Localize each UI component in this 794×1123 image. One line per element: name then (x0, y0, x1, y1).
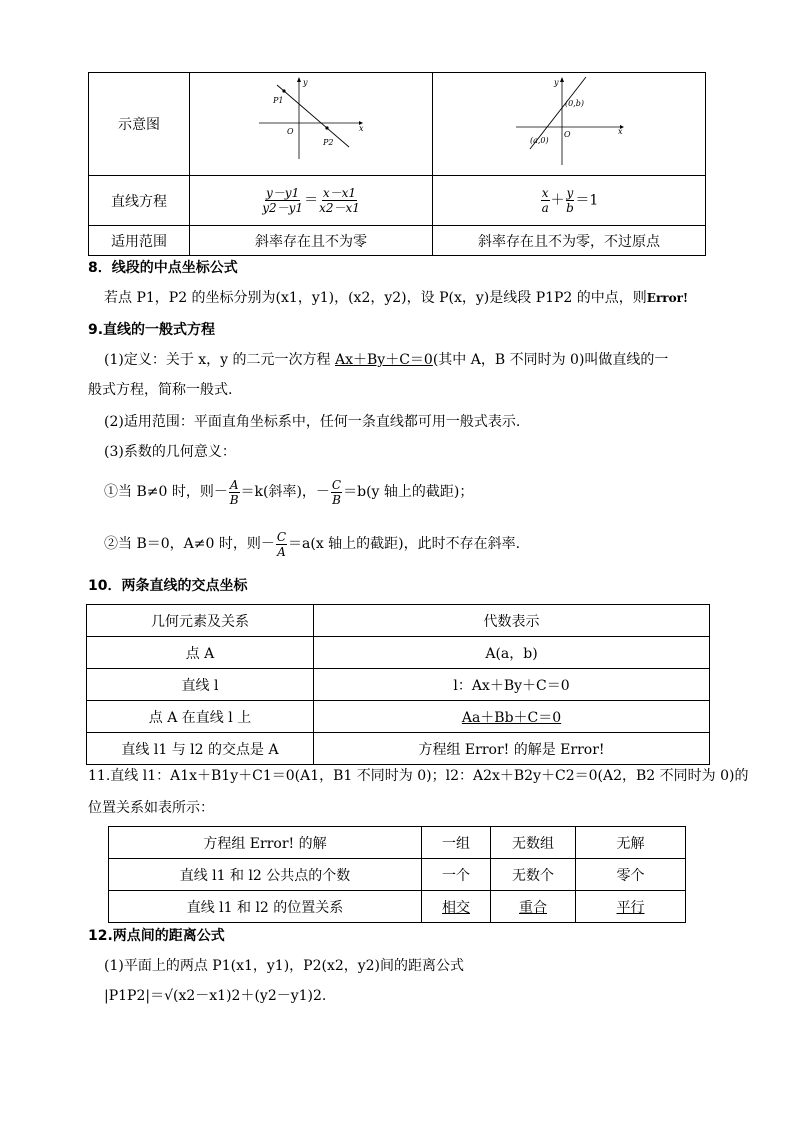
coef-meaning: (3)系数的几何意义： (104, 444, 236, 460)
table-line-forms (88, 72, 706, 256)
two-point-equation: $\frac{y-y1}{y2-y1}$ ＝ $\frac{x-x1}{x2-x1}$ (190, 176, 433, 226)
table-cell: 直线 l (87, 669, 314, 701)
distance-formula: |P1P2|＝√(x2－x1)2＋(y2－y1)2. (104, 988, 327, 1004)
two-point-line-graph (191, 73, 431, 171)
svg-text:y: y (303, 78, 308, 87)
heading-intersection: 10．两条直线的交点坐标 (88, 578, 248, 594)
intercept-line-graph (434, 73, 704, 171)
scope-intercept: 斜率存在且不为零，不过原点 (433, 226, 706, 256)
table-header-cell: 无数组 (491, 827, 576, 859)
table-cell: 一个 (422, 859, 491, 891)
graph-two-point (190, 73, 433, 176)
svg-text:x: x (359, 124, 364, 133)
row-label-scope: 适用范围 (89, 226, 190, 256)
table-cell: A(a，b) (314, 637, 710, 669)
table-cell: 直线 l1 和 l2 的位置关系 (109, 891, 422, 923)
table-cell: 直线 l1 与 l2 的交点是 A (87, 733, 314, 765)
table-header-cell: 几何元素及关系 (87, 605, 314, 637)
table-cell: 平行 (576, 891, 686, 923)
table-cell: 重合 (491, 891, 576, 923)
svg-text:O: O (287, 127, 294, 136)
table-cell: 无数个 (491, 859, 576, 891)
coef-case1: ①当 B≠0 时，则－ $\frac{A}{B}$ ＝k(斜率)，－ $\frac{C}{B}$ ＝b(y 轴上的截距)； (104, 477, 474, 507)
graph-intercept (433, 73, 706, 176)
table-cell: Aa＋Bb＋C＝0 (314, 701, 710, 733)
heading-midpoint: 8．线段的中点坐标公式 (88, 260, 238, 276)
general-def-line2: 般式方程，简称一般式. (88, 382, 233, 398)
svg-text:(a,0): (a,0) (530, 136, 549, 145)
table-intersection (86, 604, 710, 765)
table-header-cell: 代数表示 (314, 605, 710, 637)
table-header-cell: 无解 (576, 827, 686, 859)
row-label-diagram: 示意图 (89, 73, 190, 176)
svg-text:x: x (618, 127, 623, 136)
midpoint-text: 若点 P1，P2 的坐标分别为(x1，y1)，(x2，y2)，设 P(x，y)是线段 P1P2 的中点，则Error! (104, 290, 689, 306)
row-label-equation: 直线方程 (89, 176, 190, 226)
table-header-cell: 一组 (422, 827, 491, 859)
distance-text: (1)平面上的两点 P1(x1，y1)，P2(x2，y2)间的距离公式 (104, 958, 465, 974)
table-header-cell: 方程组 Error! 的解 (109, 827, 422, 859)
svg-text:P2: P2 (323, 138, 334, 147)
table-cell: 相交 (422, 891, 491, 923)
svg-text:P1: P1 (273, 96, 284, 105)
table-cell: 方程组 Error! 的解是 Error! (314, 733, 710, 765)
coef-case2: ②当 B＝0，A≠0 时，则－ $\frac{C}{A}$ ＝a(x 轴上的截距)，此时不存在斜率. (104, 529, 521, 559)
heading-distance: 12.两点间的距离公式 (88, 928, 225, 944)
table-cell: l：Ax＋By＋C＝0 (314, 669, 710, 701)
scope-two-point: 斜率存在且不为零 (190, 226, 433, 256)
position-relation-line2: 位置关系如表所示： (88, 800, 214, 816)
table-cell: 零个 (576, 859, 686, 891)
heading-general-form: 9.直线的一般式方程 (88, 322, 216, 338)
table-cell: 点 A 在直线 l 上 (87, 701, 314, 733)
svg-text:y: y (554, 78, 559, 87)
svg-text:(0,b): (0,b) (565, 99, 585, 108)
table-cell: 点 A (87, 637, 314, 669)
position-relation-line1: 11.直线 l1：A1x＋B1y＋C1＝0(A1，B1 不同时为 0)；l2：A2x＋B2y＋C2＝0(A2，B2 不同时为 0)的 (88, 768, 749, 784)
general-scope: (2)适用范围：平面直角坐标系中，任何一条直线都可用一般式表示. (104, 414, 521, 430)
general-def-line1: (1)定义：关于 x，y 的二元一次方程 Ax＋By＋C＝0(其中 A，B 不同时为 0)叫做直线的一 (104, 352, 669, 368)
table-position-relation (108, 826, 686, 923)
table-cell: 直线 l1 和 l2 公共点的个数 (109, 859, 422, 891)
intercept-equation: $\frac{x}{a}$ ＋ $\frac{y}{b}$ ＝1 (433, 176, 706, 226)
svg-text:O: O (564, 130, 571, 139)
